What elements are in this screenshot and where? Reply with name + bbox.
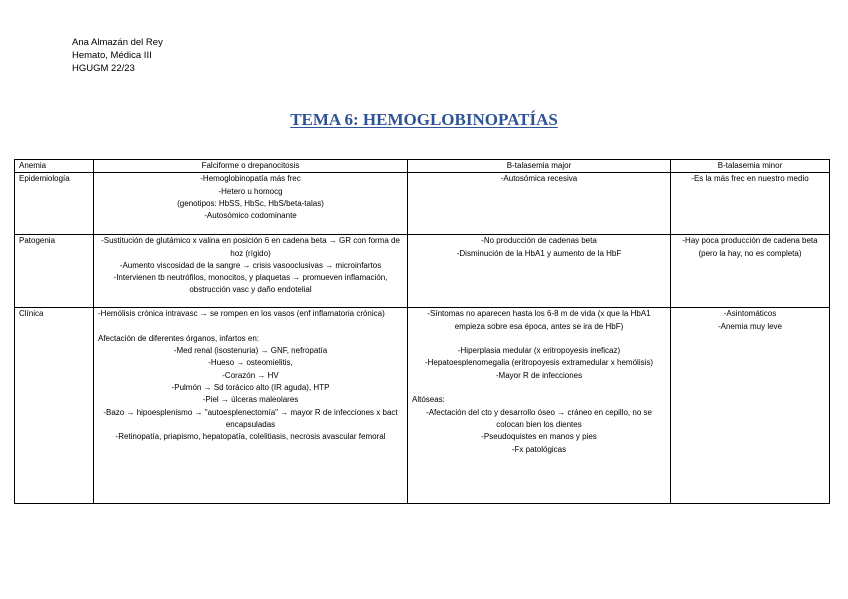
cell-line: -Síntomas no aparecen hasta los 6-8 m de vida (x que la HbA1 empieza sobre esa época, antes se ira de HbF) (427, 309, 651, 331)
author-name: Ana Almazán del Rey (72, 37, 163, 48)
cell-minor (671, 173, 830, 235)
cell-line: -Corazón → HV (222, 370, 279, 380)
cell-line: (genotipos: HbSS, HbSc, HbS/beta-talas) (177, 198, 324, 208)
column-header: B-talasemia minor (671, 160, 830, 173)
cell-line: -Asintomáticos (723, 309, 777, 319)
table-row (15, 173, 830, 235)
cell-major (408, 173, 671, 235)
cell-line: -Hay poca producción de cadena beta (pero la hay, no es completa) (682, 236, 818, 258)
cell-minor (671, 308, 830, 504)
cell-line: -Hemólisis crónica intravasc → se rompen en los vasos (enf inflamatoria crónica) (98, 309, 385, 319)
cell-line: -Pseudoquistes en manos y pies (481, 432, 597, 442)
cell-line: -Hueso → osteomielitis, (208, 358, 293, 368)
document-header (72, 36, 163, 76)
cell-line: -Mayor R de infecciones (495, 370, 583, 380)
cell-line: -Es la más frec en nuestro medio (691, 174, 809, 184)
row-label: Epidemiología (15, 173, 94, 235)
cell-line: -Bazo → hipoesplenismo → "autoesplenectomía" → mayor R de infecciones x bact encapsuladas (103, 407, 398, 429)
cell-line: -Autosómica recesiva (500, 174, 578, 184)
cell-line: -Hepatoesplenomegalia (eritropoyesis extramedular x hemólisis) (424, 358, 654, 368)
cell-subheading: Altóseas: (412, 395, 445, 405)
cell-falciforme (94, 308, 408, 504)
cell-line: -Hetero u homocg (218, 186, 283, 196)
place-year: HGUGM 22/23 (72, 63, 135, 75)
course-name: Hemato, Médica III (72, 50, 152, 62)
cell-line: -No producción de cadenas beta (481, 236, 597, 246)
cell-line: -Aumento viscosidad de la sangre → crisis vasooclusivas → microinfartos (119, 260, 382, 270)
table-row (15, 308, 830, 504)
cell-minor (671, 235, 830, 308)
cell-major (408, 235, 671, 308)
cell-line: -Fx patológicas (511, 444, 567, 454)
column-header: Falciforme o drepanocitosis (94, 160, 408, 173)
cell-falciforme (94, 173, 408, 235)
cell-line: -Anemia muy leve (717, 321, 783, 331)
column-header: B-talasemia major (408, 160, 671, 173)
cell-line: -Autosómico codominante (204, 211, 297, 221)
comparison-table (14, 159, 830, 504)
cell-subheading: Afectación de diferentes órganos, infartos en: (98, 333, 259, 343)
cell-major (408, 308, 671, 504)
row-label: Clínica (15, 308, 94, 504)
cell-line: -Sustitución de glutámico x valina en posición 6 en cadena beta → GR con forma de hoz (rígido) (101, 236, 400, 258)
cell-line: -Med renal (isostenuria) → GNF, nefropatía (173, 346, 328, 356)
row-label: Patogenia (15, 235, 94, 308)
cell-line: -Hemoglobinopatía más frec (200, 174, 301, 184)
cell-line: -Pulmón → Sd torácico alto (IR aguda), HTP (171, 383, 330, 393)
cell-line: -Afectación del cto y desarrollo óseo → cráneo en cepillo, no se colocan bien los dientes (426, 407, 652, 429)
table-row (15, 235, 830, 308)
cell-line: -Retinopatía, priapismo, hepatopatía, colelitiasis, necrosis avascular femoral (115, 432, 386, 442)
cell-falciforme (94, 235, 408, 308)
table-header-row (15, 160, 830, 173)
cell-line: -Piel → úlceras maleolares (202, 395, 299, 405)
column-header: Anemia (15, 160, 94, 173)
cell-line: -Disminución de la HbA1 y aumento de la HbF (456, 248, 622, 258)
page-title: TEMA 6: HEMOGLOBINOPATÍAS (290, 110, 558, 129)
cell-line: -Hiperplasia medular (x eritropoyesis ineficaz) (457, 346, 621, 356)
cell-line: -Intervienen tb neutrófilos, monocitos, y plaquetas → promueven inflamación, obstrucción vasc y daño endotelial (113, 273, 388, 295)
